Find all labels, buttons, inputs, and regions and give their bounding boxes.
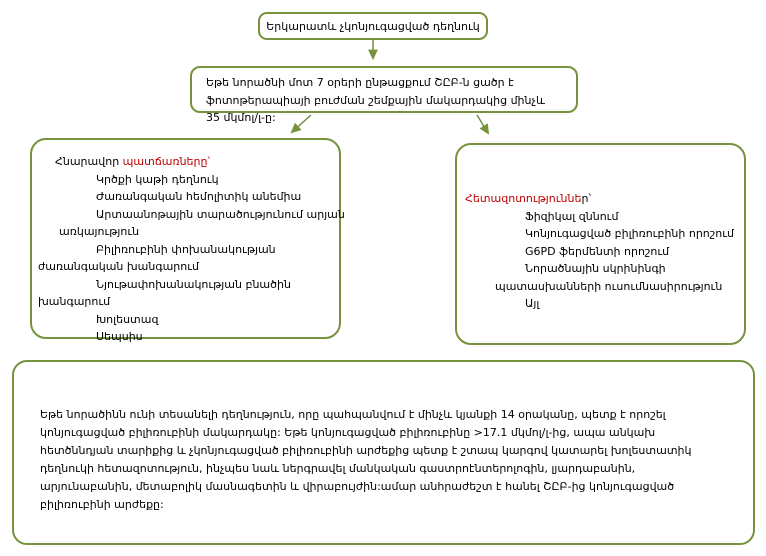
node-possible-causes xyxy=(30,138,345,343)
cause-inborn-metabolic-line1: Նյութափոխանակության բնածին xyxy=(96,277,291,291)
test-newborn-screening-line2: պատասխանների ուսումնասիրություն xyxy=(495,279,723,293)
tests-title-black: ր՝ xyxy=(581,192,592,205)
causes-title-black: Հնարավոր xyxy=(55,155,123,168)
cause-bilirubin-metabolism-line1: Բիլիռուբինի փոխանակության xyxy=(96,242,276,256)
cause-breast-milk-jaundice: Կրծքի կաթի դեղնուկ xyxy=(96,172,219,186)
test-g6pd-enzyme: G6PD ֆերմենտի որոշում xyxy=(525,244,670,258)
cause-sepsis: Սեպսիս xyxy=(96,330,143,343)
test-other: Այլ xyxy=(525,297,540,310)
arrow-condition-to-tests xyxy=(477,115,488,133)
arrow-condition-to-causes xyxy=(292,115,311,132)
test-newborn-screening-line1: Նորածնային սկրինինգի xyxy=(525,262,666,275)
test-physical-exam: Ֆիզիկալ զննում xyxy=(525,209,619,223)
node-prolonged-unconjugated-jaundice-label: Երկարատև չկոնյուգացված դեղնուկ xyxy=(266,19,480,33)
cause-hereditary-hemolytic-anemia: Ժառանգական հեմոլիտիկ անեմիա xyxy=(96,190,302,203)
bottom-note-text: Եթե նորածինն ունի տեսանելի դեղնություն, որը պահպանվում է մինչև կյանքի 14 օրականը, պետք է որոշել կոնյուգացված բիլիռուբինի մակարդակը: Եթե կոնյուգացված բիլիռուբինը >17.1 մկմոլ/լ-ից, ապա անկախ հետծննդյան տարիքից և չկոնյուգացված բիլիռուբինի արժեքից պետք է շտապ կարգով կատարել խոլեստատիկ դեղնուկի հետազոտություն, ինչպես նաև ներգրավել մանկական գաստրոէնտերոլոգին, լյարդաբանին, արյունաբանին, մետաբոլիկ մասնագետին և վիրաբույժին:ամար անհրաժեշտ է հանել ՇԸԲ-ից կոնյուգացված բիլիռուբինի արժեքը: xyxy=(40,408,692,511)
cause-extravascular-blood-line1: Արտաանոթային տարածությունում արյան xyxy=(96,207,345,221)
cause-bilirubin-metabolism-line2: ժառանգական խանգարում xyxy=(38,260,199,273)
node-prolonged-unconjugated-jaundice xyxy=(258,12,488,40)
node-conjugated-bilirubin-guidance xyxy=(12,360,755,545)
cause-extravascular-blood-line2: առկայություն xyxy=(59,225,140,238)
node-condition xyxy=(190,66,578,124)
tests-title-red: Հետազոտություննե xyxy=(465,192,582,205)
node-condition-text: Եթե նորածնի մոտ 7 օրերի ընթացքում ՇԸԲ-ն ցածր է ֆոտոթերապիայի բուժման շեմքային մակարդակից մինչև 35 մկմոլ/լ-ը: xyxy=(206,76,545,124)
causes-title xyxy=(32,153,339,171)
test-conjugated-bilirubin: Կոնյուգացված բիլիռուբինի որոշում xyxy=(525,227,734,240)
tests-title xyxy=(457,190,744,208)
cause-inborn-metabolic-line2: խանգարում xyxy=(38,295,111,308)
node-investigations xyxy=(455,143,746,345)
cause-cholestasis: Խոլեստազ xyxy=(96,312,159,326)
causes-title-red: պատճառները՝ xyxy=(122,155,211,168)
